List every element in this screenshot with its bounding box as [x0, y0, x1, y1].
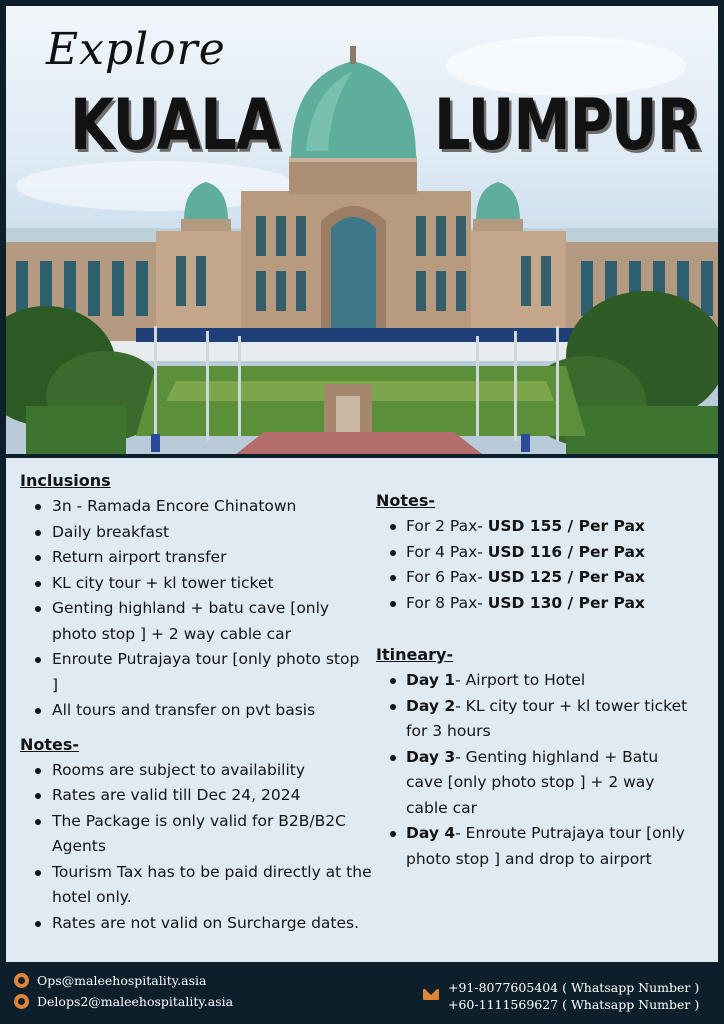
- itinerary-day-3: Day 3- Genting highland + Batu cave [only photo stop ] + 2 way cable car: [376, 745, 676, 822]
- list-item: Tourism Tax has to be paid directly at the hotel only.: [20, 860, 400, 911]
- price-value: USD 125 / Per Pax: [487, 568, 645, 586]
- email-row-1: [14, 973, 206, 988]
- itinerary-list: [376, 668, 706, 872]
- inclusions-list: [20, 494, 400, 724]
- explore-title: Explore: [46, 24, 226, 75]
- price-item: For 8 Pax- USD 130 / Per Pax: [376, 591, 706, 617]
- list-item: 3n - Ramada Encore Chinatown: [20, 494, 400, 520]
- list-item: Enroute Putrajaya tour [only photo stop ]: [20, 647, 360, 698]
- list-item: Rates are not valid on Surcharge dates.: [20, 911, 400, 937]
- itinerary-day-1: Day 1- Airport to Hotel: [376, 668, 706, 694]
- contact-icon: [14, 994, 29, 1009]
- list-item: Daily breakfast: [20, 520, 400, 546]
- pricing-notes-heading: Notes-: [376, 491, 436, 510]
- list-item: Rates are valid till Dec 24, 2024: [20, 783, 400, 809]
- inclusions-heading: Inclusions: [20, 471, 111, 490]
- mail-icon: [423, 989, 439, 1000]
- phone-2[interactable]: +60-1111569627 ( Whatsapp Number ): [448, 997, 700, 1012]
- itinerary-day-2: Day 2- KL city tour + kl tower ticket for 3 hours: [376, 694, 696, 745]
- footer: [0, 964, 724, 1024]
- list-item: Genting highland + batu cave [only photo stop ] + 2 way cable car: [20, 596, 350, 647]
- email-link-1[interactable]: Ops@maleehospitality.asia: [37, 973, 207, 988]
- price-item: For 6 Pax- USD 125 / Per Pax: [376, 565, 706, 591]
- list-item: The Package is only valid for B2B/B2C Agents: [20, 809, 380, 860]
- list-item: All tours and transfer on pvt basis: [20, 698, 400, 724]
- phone-numbers: [448, 979, 699, 1013]
- right-column: [376, 488, 706, 872]
- notes-heading: Notes-: [20, 734, 80, 754]
- city-title-lumpur: LUMPUR: [434, 84, 701, 166]
- pricing-list: [376, 514, 706, 616]
- city-title-kuala: KUALA: [70, 84, 280, 166]
- price-value: USD 116 / Per Pax: [487, 542, 645, 561]
- list-item: Return airport transfer: [20, 545, 400, 571]
- hero-image: [6, 6, 718, 454]
- itinerary-heading: Itineary-: [376, 645, 454, 664]
- price-value: USD 130 / Per Pax: [487, 593, 645, 612]
- price-value: USD 155 / Per Pax: [487, 517, 645, 535]
- contact-icon: [14, 973, 29, 988]
- notes-list: [20, 758, 400, 937]
- itinerary-day-4: Day 4- Enroute Putrajaya tour [only photo stop ] and drop to airport: [376, 821, 706, 872]
- price-item: For 2 Pax- USD 155 / Per Pax: [376, 514, 706, 540]
- list-item: KL city tour + kl tower ticket: [20, 571, 400, 597]
- email-link-2[interactable]: Delops2@maleehospitality.asia: [37, 994, 234, 1009]
- price-item: For 4 Pax- USD 116 / Per Pax: [376, 540, 706, 566]
- content-panel: [6, 458, 718, 962]
- phone-1[interactable]: +91-8077605404 ( Whatsapp Number ): [448, 980, 700, 995]
- left-column: [20, 468, 400, 936]
- list-item: Rooms are subject to availability: [20, 758, 400, 784]
- email-row-2: [14, 994, 233, 1009]
